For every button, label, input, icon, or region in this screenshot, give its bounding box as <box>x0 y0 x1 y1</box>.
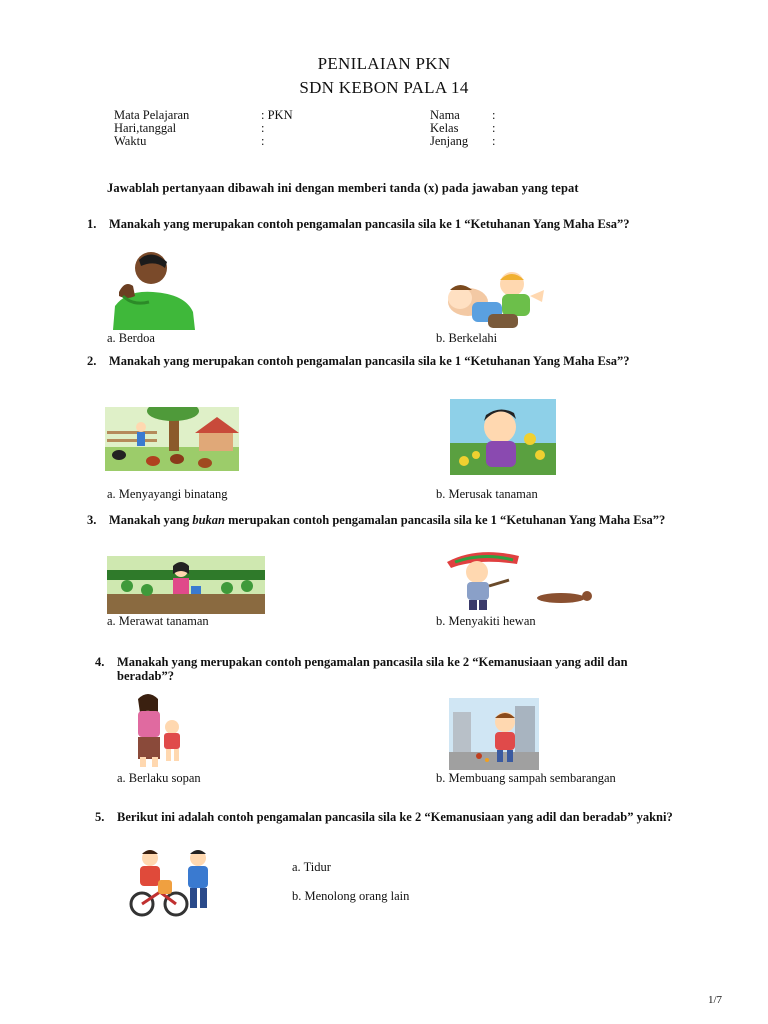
question-4 <box>95 655 687 683</box>
question-highlight: Ketuhanan Yang Maha Esa <box>470 354 617 368</box>
meta-left-labels <box>114 109 189 148</box>
meta-label-subject: Mata Pelajaran <box>114 108 190 122</box>
boy-with-slingshot-illustration <box>447 548 599 610</box>
question-highlight: Kemanusiaan yang adil dan beradab <box>430 810 628 824</box>
meta-value-subject: : PKN <box>261 108 293 122</box>
q3-option-a[interactable]: a. Merawat tanaman <box>107 614 209 628</box>
q2-option-a[interactable]: a. Menyayangi binatang <box>107 487 228 501</box>
question-2 <box>87 354 689 368</box>
question-text: Manakah yang <box>109 513 193 527</box>
kids-fighting-illustration <box>432 268 548 332</box>
q2-option-b[interactable]: b. Merusak tanaman <box>436 487 538 501</box>
school-name: SDN KEBON PALA 14 <box>299 78 469 97</box>
q5-option-b[interactable]: b. Menolong orang lain <box>292 889 410 903</box>
question-text: Berikut ini adalah contoh pengamalan pancasila sila ke 2 “ <box>117 810 431 824</box>
meta-value-time: : <box>261 134 265 148</box>
question-highlight: Ketuhanan Yang Maha Esa <box>506 513 653 527</box>
meta-label-time: Waktu <box>114 134 147 148</box>
question-number: 4. <box>95 655 105 669</box>
question-1 <box>87 217 689 231</box>
mother-and-child-illustration <box>128 693 186 767</box>
meta-label-date: Hari,tanggal <box>114 121 177 135</box>
q3-option-b[interactable]: b. Menyakiti hewan <box>436 614 536 628</box>
question-text-end: ”? <box>652 513 666 527</box>
meta-label-level: Jenjang <box>430 134 469 148</box>
q4-option-b[interactable]: b. Membuang sampah sembarangan <box>436 771 616 785</box>
meta-right-values <box>492 109 495 148</box>
q1-option-a[interactable]: a. Berdoa <box>107 331 155 345</box>
question-text: Manakah yang merupakan contoh pengamalan pancasila sila ke 1 “ <box>109 354 471 368</box>
question-number: 2. <box>87 354 97 368</box>
meta-value-class: : <box>492 121 496 135</box>
meta-label-class: Kelas <box>430 121 459 135</box>
page-number: 1/7 <box>707 994 722 1006</box>
question-number: 5. <box>95 810 105 824</box>
meta-value-name: : <box>492 108 496 122</box>
question-text-end: ”? <box>616 217 630 231</box>
feeding-chickens-illustration <box>105 407 239 471</box>
question-5 <box>95 810 687 824</box>
question-number: 3. <box>87 513 97 527</box>
girl-watering-plants-illustration <box>107 556 265 614</box>
meta-right-labels <box>430 109 468 148</box>
meta-label-name: Nama <box>430 108 460 122</box>
question-text: Manakah yang merupakan contoh pengamalan pancasila sila ke 2 “ <box>117 655 479 669</box>
meta-value-date: : <box>261 121 265 135</box>
instruction-text: Jawablah pertanyaan dibawah ini dengan memberi tanda (x) pada jawaban yang tepat <box>107 181 579 195</box>
question-text-end: ”? <box>161 669 174 683</box>
question-3 <box>87 513 689 527</box>
boy-picking-flowers-illustration <box>450 399 556 475</box>
question-emphasis: bukan <box>192 513 226 527</box>
question-text-middle: merupakan contoh pengamalan pancasila sila ke 1 “ <box>225 513 507 527</box>
q4-option-a[interactable]: a. Berlaku sopan <box>117 771 201 785</box>
question-highlight: Ketuhanan Yang Maha Esa <box>470 217 617 231</box>
question-text-end: ” yakni? <box>627 810 673 824</box>
q5-option-a[interactable]: a. Tidur <box>292 860 331 874</box>
q1-option-b[interactable]: b. Berkelahi <box>436 331 498 345</box>
page-title: PENILAIAN PKN <box>317 54 451 73</box>
question-text: Manakah yang merupakan contoh pengamalan pancasila sila ke 1 “ <box>109 217 471 231</box>
boy-littering-illustration <box>449 698 539 770</box>
meta-left-values <box>261 109 293 148</box>
meta-value-level: : <box>492 134 496 148</box>
question-highlight: Kemanusiaan yang adil dan beradab <box>117 655 628 683</box>
kids-helping-fallen-cyclist-illustration <box>120 846 230 918</box>
question-number: 1. <box>87 217 97 231</box>
praying-person-illustration <box>105 250 197 330</box>
question-text-end: ”? <box>616 354 630 368</box>
